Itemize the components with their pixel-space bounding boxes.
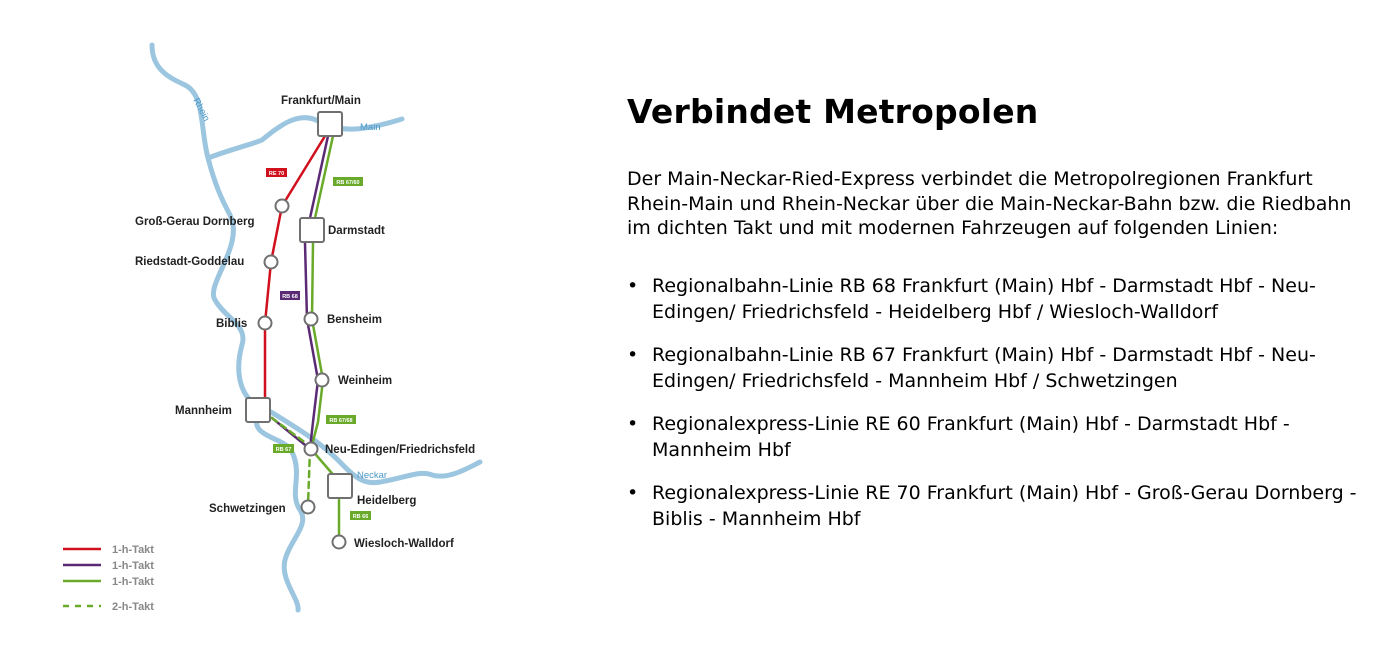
station-mannheim-marker — [246, 398, 270, 422]
badge-rb6768 — [326, 415, 356, 424]
station-label-darmstadt: Darmstadt — [328, 225, 385, 237]
badge-rb67 — [273, 444, 294, 453]
station-label-frankfurt: Frankfurt/Main — [281, 95, 361, 107]
svg-text:RE 70: RE 70 — [268, 171, 285, 177]
badge-rb68 — [280, 291, 300, 300]
line-list — [627, 273, 1367, 532]
svg-text:RB 68: RB 68 — [282, 294, 298, 300]
station-schwetzingen-marker — [302, 501, 315, 514]
svg-text:RB 67: RB 67 — [275, 447, 292, 453]
svg-text:RB 67/60: RB 67/60 — [336, 180, 360, 186]
badge-re70 — [266, 168, 287, 177]
station-gross-gerau-marker — [276, 200, 289, 213]
page-title: Verbindet Metropolen — [627, 92, 1039, 131]
station-weinheim-marker — [316, 374, 329, 387]
station-label-schwetzingen: Schwetzingen — [209, 503, 286, 515]
station-riedstadt-marker — [265, 256, 278, 269]
badge-rb6760 — [333, 177, 363, 186]
station-label-heidelberg: Heidelberg — [357, 495, 417, 507]
station-heidelberg-marker — [328, 474, 352, 498]
line-list-item: • Regionalbahn-Linie RB 68 Frankfurt (Main) Hbf - Darmstadt Hbf - Neu-Edingen/ Friedrichsfeld - Heidelberg Hbf / Wiesloch-Walldorf — [627, 273, 1367, 325]
line-list-item: • Regionalexpress-Linie RE 60 Frankfurt (Main) Hbf - Darmstadt Hbf - Mannheim Hbf — [627, 411, 1367, 463]
station-label-gross-gerau: Groß-Gerau Dornberg — [135, 216, 255, 228]
station-darmstadt-marker — [300, 218, 324, 242]
legend-label-green-dashed: 2-h-Takt — [112, 601, 154, 613]
river-label-neckar: Neckar — [357, 470, 388, 481]
river-label-main: Main — [360, 122, 381, 133]
svg-text:RB 66: RB 66 — [352, 514, 369, 520]
line-green — [311, 136, 336, 478]
legend-label-red: 1-h-Takt — [112, 544, 154, 556]
rail-network-map — [0, 0, 560, 655]
station-label-riedstadt: Riedstadt-Goddelau — [135, 256, 245, 268]
station-label-wiesloch: Wiesloch-Walldorf — [354, 538, 454, 550]
station-neu-edingen-marker — [305, 443, 318, 456]
line-list-item: • Regionalbahn-Linie RB 67 Frankfurt (Main) Hbf - Darmstadt Hbf - Neu-Edingen/ Friedrichsfeld - Mannheim Hbf / Schwetzingen — [627, 342, 1367, 394]
station-label-mannheim: Mannheim — [175, 405, 232, 417]
map-legend — [63, 544, 154, 613]
badge-rb66 — [350, 511, 371, 520]
legend-label-purple: 1-h-Takt — [112, 560, 154, 572]
station-bensheim-marker — [305, 313, 318, 326]
line-purple — [305, 136, 328, 449]
rivers — [152, 45, 480, 610]
legend-label-green: 1-h-Takt — [112, 576, 154, 588]
svg-text:RB 67/68: RB 67/68 — [329, 418, 353, 424]
station-label-bensheim: Bensheim — [327, 314, 382, 326]
river-label-rhein: Rhein — [190, 96, 212, 124]
text-panel — [627, 92, 1367, 549]
station-label-neu-edingen: Neu-Edingen/Friedrichsfeld — [325, 444, 476, 456]
line-green-dashed-schwetzingen — [308, 449, 310, 505]
station-label-biblis: Biblis — [216, 318, 248, 330]
line-list-item: • Regionalexpress-Linie RE 70 Frankfurt (Main) Hbf - Groß-Gerau Dornberg - Biblis - Mannheim Hbf — [627, 480, 1367, 532]
station-label-weinheim: Weinheim — [338, 375, 393, 387]
intro-text: Der Main-Neckar-Ried-Express verbindet die Metropolregionen Frankfurt Rhein-Main und Rhein-Neckar über die Main-Neckar-Bahn bzw. die Riedbahn im dichten Takt und mit modernen Fahrzeugen auf folgenden Linien: — [627, 168, 1352, 239]
station-wiesloch-marker — [333, 536, 346, 549]
station-biblis-marker — [259, 317, 272, 330]
station-frankfurt-marker — [318, 112, 342, 136]
